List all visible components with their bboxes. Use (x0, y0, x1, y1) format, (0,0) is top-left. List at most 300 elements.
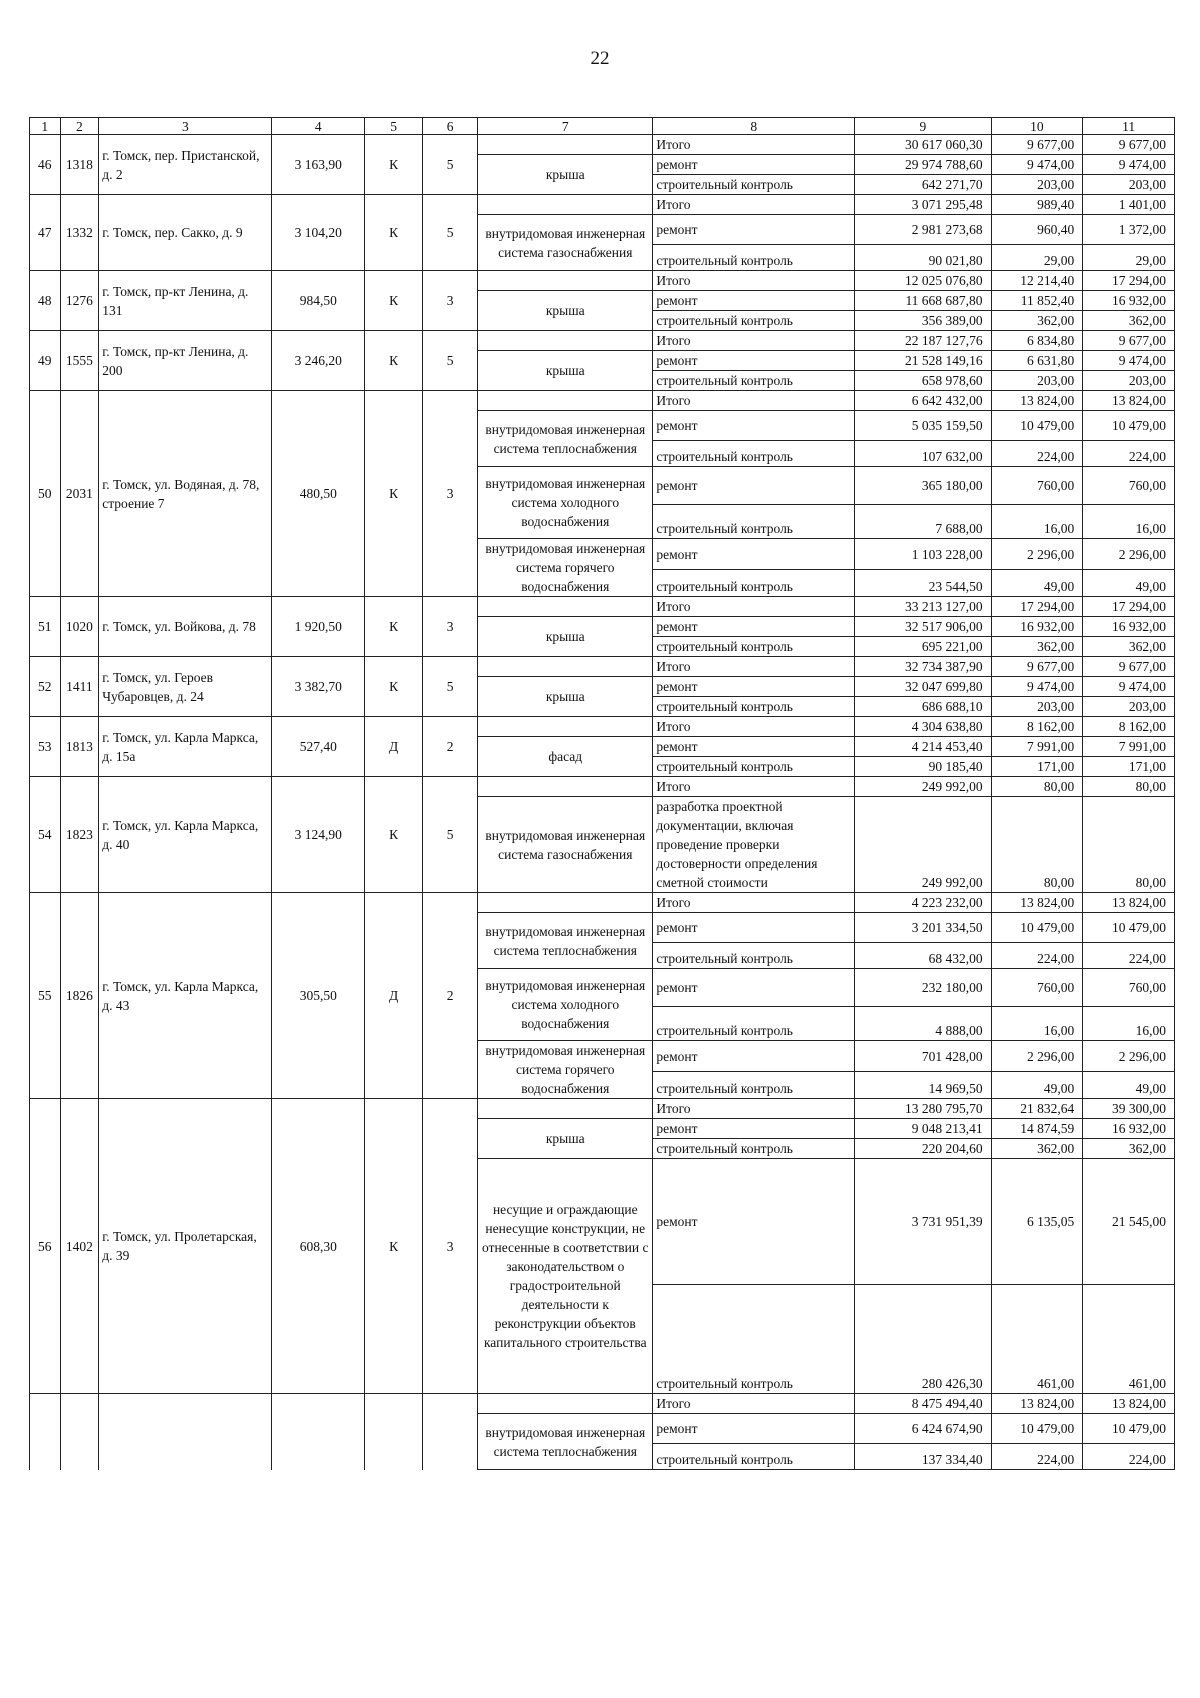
row-number: 52 (30, 657, 61, 717)
limit-cost: 16 932,00 (1083, 617, 1175, 637)
line-label: ремонт (653, 1414, 855, 1444)
table-row (30, 893, 1175, 913)
work-type: фасад (478, 737, 653, 777)
limit-cost: 17 294,00 (1083, 271, 1175, 291)
house-address: г. Томск, ул. Карла Маркса, д. 15а (99, 717, 272, 777)
cost-total: 280 426,30 (855, 1285, 992, 1394)
cost-total: 220 204,60 (855, 1139, 992, 1159)
work-type: внутридомовая инженерная система горячего водоснабжения (478, 539, 653, 597)
table-row (30, 1394, 1175, 1414)
limit-cost: 760,00 (1083, 467, 1175, 505)
row-number: 49 (30, 331, 61, 391)
limit-cost: 362,00 (1083, 637, 1175, 657)
house-address: г. Томск, пер. Пристанской, д. 2 (99, 135, 272, 195)
work-type-blank (478, 271, 653, 291)
total-area: 527,40 (272, 717, 365, 777)
cost-total: 32 517 906,00 (855, 617, 992, 637)
limit-cost: 9 677,00 (1083, 135, 1175, 155)
floor-count (423, 1394, 478, 1470)
limit-cost: 9 474,00 (1083, 155, 1175, 175)
table-row (30, 657, 1175, 677)
line-label: ремонт (653, 913, 855, 943)
limit-cost: 8 162,00 (1083, 717, 1175, 737)
house-type: Д (365, 717, 423, 777)
line-label: ремонт (653, 1119, 855, 1139)
unit-cost: 49,00 (991, 570, 1083, 597)
line-label: Итого (653, 195, 855, 215)
unit-cost: 760,00 (991, 969, 1083, 1007)
limit-cost: 224,00 (1083, 441, 1175, 467)
row-number: 46 (30, 135, 61, 195)
line-label: ремонт (653, 155, 855, 175)
unit-cost: 6 631,80 (991, 351, 1083, 371)
floor-count: 5 (423, 331, 478, 391)
floor-count: 5 (423, 657, 478, 717)
line-label: ремонт (653, 467, 855, 505)
house-address: г. Томск, пр-кт Ленина, д. 200 (99, 331, 272, 391)
work-type-blank (478, 391, 653, 411)
limit-cost: 80,00 (1083, 777, 1175, 797)
limit-cost: 9 677,00 (1083, 657, 1175, 677)
floor-count: 5 (423, 777, 478, 893)
line-label: строительный контроль (653, 1444, 855, 1470)
total-area: 3 246,20 (272, 331, 365, 391)
limit-cost: 203,00 (1083, 371, 1175, 391)
line-label: ремонт (653, 969, 855, 1007)
floor-count: 3 (423, 271, 478, 331)
unit-cost: 9 677,00 (991, 657, 1083, 677)
house-type: К (365, 777, 423, 893)
column-header: 4 (272, 118, 365, 135)
column-header: 2 (60, 118, 99, 135)
house-code: 1276 (60, 271, 99, 331)
unit-cost: 224,00 (991, 1444, 1083, 1470)
row-number: 47 (30, 195, 61, 271)
cost-total: 4 888,00 (855, 1007, 992, 1041)
work-type: внутридомовая инженерная система теплоснабжения (478, 1414, 653, 1470)
page-number: 22 (590, 48, 610, 69)
unit-cost: 7 991,00 (991, 737, 1083, 757)
line-label: ремонт (653, 539, 855, 570)
limit-cost: 760,00 (1083, 969, 1175, 1007)
total-area: 984,50 (272, 271, 365, 331)
cost-total: 68 432,00 (855, 943, 992, 969)
work-type: внутридомовая инженерная система теплоснабжения (478, 913, 653, 969)
total-area: 480,50 (272, 391, 365, 597)
cost-total: 6 642 432,00 (855, 391, 992, 411)
work-type-blank (478, 135, 653, 155)
work-type-blank (478, 597, 653, 617)
column-header: 11 (1083, 118, 1175, 135)
column-header: 5 (365, 118, 423, 135)
work-type-blank (478, 777, 653, 797)
limit-cost: 362,00 (1083, 311, 1175, 331)
floor-count: 2 (423, 717, 478, 777)
floor-count: 3 (423, 391, 478, 597)
work-type-blank (478, 1394, 653, 1414)
line-label: ремонт (653, 215, 855, 245)
floor-count: 2 (423, 893, 478, 1099)
house-code: 1411 (60, 657, 99, 717)
cost-total: 11 668 687,80 (855, 291, 992, 311)
house-code: 2031 (60, 391, 99, 597)
line-label: Итого (653, 657, 855, 677)
unit-cost: 362,00 (991, 637, 1083, 657)
line-label: Итого (653, 1394, 855, 1414)
unit-cost: 16,00 (991, 505, 1083, 539)
cost-total: 249 992,00 (855, 797, 992, 893)
line-label: строительный контроль (653, 371, 855, 391)
cost-total: 14 969,50 (855, 1072, 992, 1099)
unit-cost: 29,00 (991, 245, 1083, 271)
cost-total: 90 185,40 (855, 757, 992, 777)
cost-total: 356 389,00 (855, 311, 992, 331)
house-address: г. Томск, пер. Сакко, д. 9 (99, 195, 272, 271)
house-type: К (365, 135, 423, 195)
limit-cost: 10 479,00 (1083, 1414, 1175, 1444)
limit-cost: 10 479,00 (1083, 913, 1175, 943)
line-label: строительный контроль (653, 1007, 855, 1041)
table-row (30, 271, 1175, 291)
limit-cost: 13 824,00 (1083, 893, 1175, 913)
cost-total: 2 981 273,68 (855, 215, 992, 245)
work-type: крыша (478, 351, 653, 391)
repair-program-table (29, 117, 1175, 1470)
limit-cost: 17 294,00 (1083, 597, 1175, 617)
limit-cost: 7 991,00 (1083, 737, 1175, 757)
line-label: строительный контроль (653, 757, 855, 777)
work-type: крыша (478, 155, 653, 195)
house-code: 1318 (60, 135, 99, 195)
column-header: 9 (855, 118, 992, 135)
cost-total: 8 475 494,40 (855, 1394, 992, 1414)
line-label: строительный контроль (653, 697, 855, 717)
floor-count: 3 (423, 597, 478, 657)
unit-cost: 13 824,00 (991, 893, 1083, 913)
line-label: строительный контроль (653, 1285, 855, 1394)
unit-cost: 171,00 (991, 757, 1083, 777)
cost-total: 3 201 334,50 (855, 913, 992, 943)
limit-cost: 1 401,00 (1083, 195, 1175, 215)
row-number (30, 1394, 61, 1470)
cost-total: 249 992,00 (855, 777, 992, 797)
total-area (272, 1394, 365, 1470)
limit-cost: 13 824,00 (1083, 1394, 1175, 1414)
house-code (60, 1394, 99, 1470)
line-label: строительный контроль (653, 245, 855, 271)
line-label: ремонт (653, 617, 855, 637)
house-code: 1020 (60, 597, 99, 657)
unit-cost: 2 296,00 (991, 539, 1083, 570)
row-number: 50 (30, 391, 61, 597)
work-type: крыша (478, 617, 653, 657)
work-type: несущие и ограждающие ненесущие конструкции, не отнесенные в соответствии с законодательством о градостроительной деятельности к реконструкции объектов капитального строительства (478, 1159, 653, 1394)
unit-cost: 203,00 (991, 371, 1083, 391)
unit-cost: 8 162,00 (991, 717, 1083, 737)
row-number: 56 (30, 1099, 61, 1394)
cost-total: 23 544,50 (855, 570, 992, 597)
row-number: 54 (30, 777, 61, 893)
line-label: разработка проектной документации, включая проведение проверки достоверности определения сметной стоимости (653, 797, 855, 893)
limit-cost: 224,00 (1083, 943, 1175, 969)
cost-total: 6 424 674,90 (855, 1414, 992, 1444)
limit-cost: 39 300,00 (1083, 1099, 1175, 1119)
limit-cost: 49,00 (1083, 570, 1175, 597)
house-type: К (365, 331, 423, 391)
work-type: внутридомовая инженерная система газоснабжения (478, 797, 653, 893)
unit-cost: 21 832,64 (991, 1099, 1083, 1119)
total-area: 3 382,70 (272, 657, 365, 717)
cost-total: 13 280 795,70 (855, 1099, 992, 1119)
unit-cost: 362,00 (991, 311, 1083, 331)
cost-total: 5 035 159,50 (855, 411, 992, 441)
cost-total: 7 688,00 (855, 505, 992, 539)
cost-total: 9 048 213,41 (855, 1119, 992, 1139)
house-type: К (365, 195, 423, 271)
limit-cost: 224,00 (1083, 1444, 1175, 1470)
house-address: г. Томск, ул. Войкова, д. 78 (99, 597, 272, 657)
unit-cost: 13 824,00 (991, 1394, 1083, 1414)
unit-cost: 9 677,00 (991, 135, 1083, 155)
column-header: 1 (30, 118, 61, 135)
row-number: 48 (30, 271, 61, 331)
table-row (30, 717, 1175, 737)
house-address: г. Томск, ул. Пролетарская, д. 39 (99, 1099, 272, 1394)
unit-cost: 13 824,00 (991, 391, 1083, 411)
total-area: 1 920,50 (272, 597, 365, 657)
unit-cost: 80,00 (991, 777, 1083, 797)
line-label: Итого (653, 271, 855, 291)
table-row (30, 331, 1175, 351)
house-code: 1402 (60, 1099, 99, 1394)
line-label: строительный контроль (653, 1139, 855, 1159)
house-address: г. Томск, пр-кт Ленина, д. 131 (99, 271, 272, 331)
unit-cost: 14 874,59 (991, 1119, 1083, 1139)
work-type: крыша (478, 1119, 653, 1159)
cost-total: 1 103 228,00 (855, 539, 992, 570)
cost-total: 107 632,00 (855, 441, 992, 467)
table-row (30, 195, 1175, 215)
house-type: К (365, 391, 423, 597)
house-code: 1823 (60, 777, 99, 893)
limit-cost: 16 932,00 (1083, 1119, 1175, 1139)
cost-total: 33 213 127,00 (855, 597, 992, 617)
limit-cost: 13 824,00 (1083, 391, 1175, 411)
limit-cost: 2 296,00 (1083, 539, 1175, 570)
floor-count: 5 (423, 135, 478, 195)
limit-cost: 9 677,00 (1083, 331, 1175, 351)
line-label: ремонт (653, 737, 855, 757)
column-header: 3 (99, 118, 272, 135)
unit-cost: 11 852,40 (991, 291, 1083, 311)
limit-cost: 80,00 (1083, 797, 1175, 893)
limit-cost: 49,00 (1083, 1072, 1175, 1099)
work-type: внутридомовая инженерная система холодного водоснабжения (478, 467, 653, 539)
line-label: Итого (653, 717, 855, 737)
table-row (30, 597, 1175, 617)
unit-cost: 10 479,00 (991, 1414, 1083, 1444)
column-header: 6 (423, 118, 478, 135)
cost-total: 695 221,00 (855, 637, 992, 657)
limit-cost: 16,00 (1083, 1007, 1175, 1041)
line-label: строительный контроль (653, 175, 855, 195)
house-code: 1555 (60, 331, 99, 391)
limit-cost: 203,00 (1083, 175, 1175, 195)
line-label: строительный контроль (653, 943, 855, 969)
work-type-blank (478, 1099, 653, 1119)
unit-cost: 224,00 (991, 441, 1083, 467)
unit-cost: 9 474,00 (991, 677, 1083, 697)
line-label: строительный контроль (653, 570, 855, 597)
work-type: внутридомовая инженерная система холодного водоснабжения (478, 969, 653, 1041)
column-header: 7 (478, 118, 653, 135)
house-type (365, 1394, 423, 1470)
column-header: 8 (653, 118, 855, 135)
limit-cost: 16,00 (1083, 505, 1175, 539)
house-type: К (365, 1099, 423, 1394)
cost-total: 4 223 232,00 (855, 893, 992, 913)
column-header: 10 (991, 118, 1083, 135)
unit-cost: 16 932,00 (991, 617, 1083, 637)
limit-cost: 9 474,00 (1083, 677, 1175, 697)
limit-cost: 16 932,00 (1083, 291, 1175, 311)
unit-cost: 2 296,00 (991, 1041, 1083, 1072)
house-type: К (365, 657, 423, 717)
work-type: крыша (478, 291, 653, 331)
total-area: 608,30 (272, 1099, 365, 1394)
cost-total: 4 304 638,80 (855, 717, 992, 737)
limit-cost: 362,00 (1083, 1139, 1175, 1159)
work-type-blank (478, 893, 653, 913)
line-label: Итого (653, 391, 855, 411)
unit-cost: 6 834,80 (991, 331, 1083, 351)
unit-cost: 49,00 (991, 1072, 1083, 1099)
row-number: 55 (30, 893, 61, 1099)
limit-cost: 203,00 (1083, 697, 1175, 717)
house-code: 1826 (60, 893, 99, 1099)
cost-total: 642 271,70 (855, 175, 992, 195)
work-type-blank (478, 195, 653, 215)
house-address (99, 1394, 272, 1470)
line-label: ремонт (653, 291, 855, 311)
unit-cost: 9 474,00 (991, 155, 1083, 175)
line-label: Итого (653, 1099, 855, 1119)
total-area: 305,50 (272, 893, 365, 1099)
line-label: строительный контроль (653, 505, 855, 539)
house-address: г. Томск, ул. Героев Чубаровцев, д. 24 (99, 657, 272, 717)
line-label: строительный контроль (653, 1072, 855, 1099)
unit-cost: 12 214,40 (991, 271, 1083, 291)
limit-cost: 461,00 (1083, 1285, 1175, 1394)
line-label: строительный контроль (653, 311, 855, 331)
unit-cost: 989,40 (991, 195, 1083, 215)
cost-total: 3 071 295,48 (855, 195, 992, 215)
table-row (30, 135, 1175, 155)
header-row (30, 118, 1175, 135)
cost-total: 30 617 060,30 (855, 135, 992, 155)
limit-cost: 21 545,00 (1083, 1159, 1175, 1285)
line-label: Итого (653, 331, 855, 351)
unit-cost: 760,00 (991, 467, 1083, 505)
work-type: внутридомовая инженерная система газоснабжения (478, 215, 653, 271)
cost-total: 21 528 149,16 (855, 351, 992, 371)
unit-cost: 203,00 (991, 697, 1083, 717)
unit-cost: 16,00 (991, 1007, 1083, 1041)
line-label: Итого (653, 597, 855, 617)
cost-total: 658 978,60 (855, 371, 992, 391)
cost-total: 365 180,00 (855, 467, 992, 505)
cost-total: 701 428,00 (855, 1041, 992, 1072)
cost-total: 12 025 076,80 (855, 271, 992, 291)
table-row (30, 1099, 1175, 1119)
line-label: ремонт (653, 351, 855, 371)
unit-cost: 10 479,00 (991, 411, 1083, 441)
line-label: строительный контроль (653, 637, 855, 657)
cost-total: 90 021,80 (855, 245, 992, 271)
unit-cost: 461,00 (991, 1285, 1083, 1394)
row-number: 53 (30, 717, 61, 777)
cost-total: 3 731 951,39 (855, 1159, 992, 1285)
unit-cost: 960,40 (991, 215, 1083, 245)
limit-cost: 171,00 (1083, 757, 1175, 777)
house-address: г. Томск, ул. Карла Маркса, д. 40 (99, 777, 272, 893)
cost-total: 22 187 127,76 (855, 331, 992, 351)
limit-cost: 1 372,00 (1083, 215, 1175, 245)
house-address: г. Томск, ул. Водяная, д. 78, строение 7 (99, 391, 272, 597)
cost-total: 32 734 387,90 (855, 657, 992, 677)
house-code: 1813 (60, 717, 99, 777)
line-label: ремонт (653, 1041, 855, 1072)
house-type: К (365, 597, 423, 657)
total-area: 3 104,20 (272, 195, 365, 271)
unit-cost: 17 294,00 (991, 597, 1083, 617)
table-row (30, 391, 1175, 411)
house-address: г. Томск, ул. Карла Маркса, д. 43 (99, 893, 272, 1099)
cost-total: 4 214 453,40 (855, 737, 992, 757)
limit-cost: 9 474,00 (1083, 351, 1175, 371)
unit-cost: 224,00 (991, 943, 1083, 969)
unit-cost: 10 479,00 (991, 913, 1083, 943)
cost-total: 137 334,40 (855, 1444, 992, 1470)
unit-cost: 203,00 (991, 175, 1083, 195)
line-label: Итого (653, 135, 855, 155)
house-code: 1332 (60, 195, 99, 271)
limit-cost: 29,00 (1083, 245, 1175, 271)
cost-total: 686 688,10 (855, 697, 992, 717)
cost-total: 232 180,00 (855, 969, 992, 1007)
cost-total: 29 974 788,60 (855, 155, 992, 175)
limit-cost: 2 296,00 (1083, 1041, 1175, 1072)
work-type: крыша (478, 677, 653, 717)
house-type: К (365, 271, 423, 331)
work-type: внутридомовая инженерная система горячего водоснабжения (478, 1041, 653, 1099)
unit-cost: 80,00 (991, 797, 1083, 893)
unit-cost: 6 135,05 (991, 1159, 1083, 1285)
row-number: 51 (30, 597, 61, 657)
total-area: 3 163,90 (272, 135, 365, 195)
limit-cost: 10 479,00 (1083, 411, 1175, 441)
house-type: Д (365, 893, 423, 1099)
unit-cost: 362,00 (991, 1139, 1083, 1159)
table-row (30, 777, 1175, 797)
total-area: 3 124,90 (272, 777, 365, 893)
line-label: ремонт (653, 1159, 855, 1285)
work-type: внутридомовая инженерная система теплоснабжения (478, 411, 653, 467)
cost-total: 32 047 699,80 (855, 677, 992, 697)
line-label: строительный контроль (653, 441, 855, 467)
line-label: ремонт (653, 677, 855, 697)
work-type-blank (478, 717, 653, 737)
